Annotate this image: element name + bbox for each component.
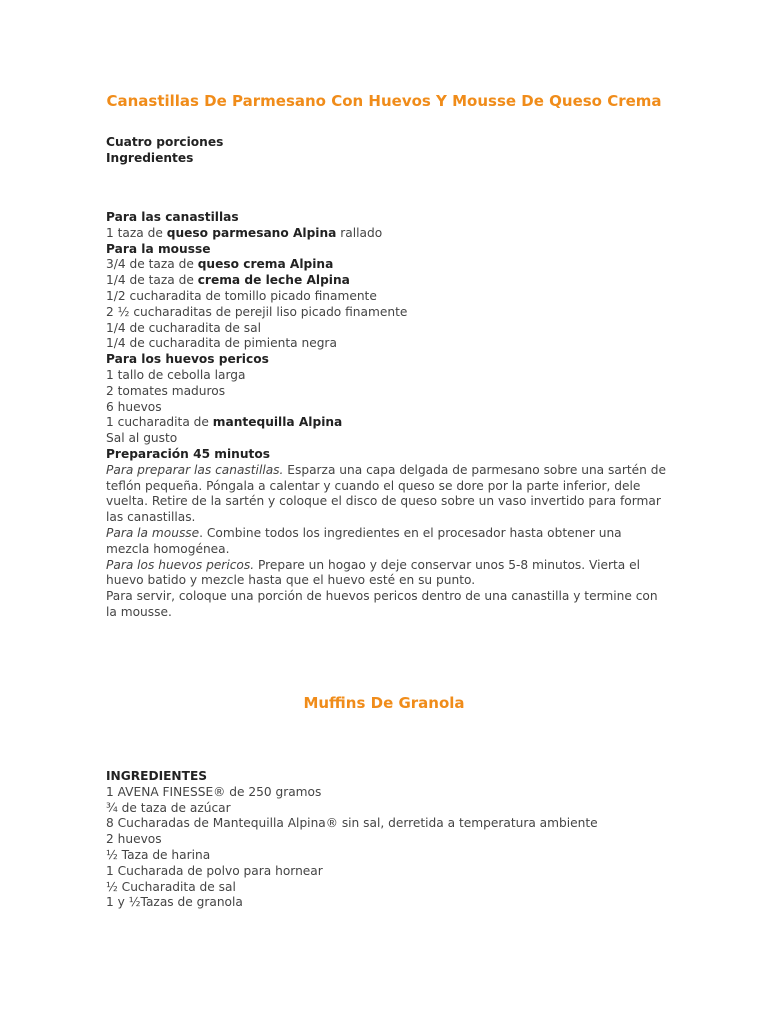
preparation-heading: Preparación 45 minutos [106, 446, 270, 461]
step-text: Prepare un hogao y deje conservar unos 5-8 minutos. Vierta el huevo batido y mezcle hasta que el huevo esté en su punto. [106, 557, 641, 588]
ingredient-text: 1 cucharadita de [106, 415, 213, 430]
ingredient-line [106, 336, 666, 352]
ingredient-line: 1 Cucharada de polvo para hornear [106, 863, 323, 878]
ingredient-line [106, 273, 666, 289]
recipe2-ingredients [106, 769, 666, 911]
huevos-list [106, 368, 666, 447]
preparation-step [106, 526, 666, 558]
step-text: . Combine todos los ingredientes en el procesador hasta obtener una mezcla homogénea. [106, 525, 622, 556]
ingredient-brand: mantequilla Alpina [212, 415, 343, 430]
step-lead: Para los huevos pericos. [106, 557, 255, 572]
section-huevos: Para los huevos pericos [106, 352, 269, 367]
recipe2-title: Muffins De Granola [303, 694, 465, 712]
recipe2-ingredients-heading: INGREDIENTES [106, 769, 208, 783]
ingredient-line [106, 257, 666, 273]
ingredient-line [106, 289, 666, 305]
ingredient-line: 2 huevos [106, 832, 162, 847]
ingredient-line [106, 431, 666, 447]
preparation-step [106, 463, 666, 526]
ingredient-line [106, 368, 666, 384]
step-lead: Para la mousse [106, 525, 200, 540]
canastillas-list [106, 226, 666, 242]
ingredient-text: 1/4 de taza de [106, 273, 198, 288]
recipe1-title: Canastillas De Parmesano Con Huevos Y Mousse De Queso Crema [106, 92, 662, 110]
ingredient-brand: crema de leche Alpina [197, 273, 350, 288]
recipe1-intro [106, 135, 666, 167]
ingredient-line: 1 y ½Tazas de granola [106, 895, 243, 910]
ingredient-text: 6 huevos [106, 399, 162, 414]
ingredient-text: 3/4 de taza de [106, 257, 198, 272]
mousse-list [106, 257, 666, 352]
ingredient-line: ¾ de taza de azúcar [106, 800, 231, 815]
ingredient-line [106, 384, 666, 400]
ingredient-text: 1/4 de cucharadita de pimienta negra [106, 336, 337, 351]
granola-list [106, 785, 666, 911]
preparation-step [106, 558, 666, 590]
ingredient-text: Sal al gusto [106, 431, 178, 446]
ingredient-line [106, 400, 666, 416]
ingredient-line [106, 321, 666, 337]
ingredient-line: ½ Taza de harina [106, 847, 211, 862]
ingredient-suffix: rallado [336, 225, 383, 240]
step-text: Esparza una capa delgada de parmesano sobre una sartén de teflón pequeña. Póngala a calentar y cuando el queso se dore por la parte inferior, dele vuelta. Retire de la sartén y coloque el disco de queso sobre un vaso invertido para formar las canastillas. [106, 462, 666, 525]
ingredient-text: 1/2 cucharadita de tomillo picado finamente [106, 288, 377, 303]
ingredient-text: 2 tomates maduros [106, 383, 226, 398]
ingredient-text: 1 taza de [106, 225, 167, 240]
step-lead: Para preparar las canastillas. [106, 462, 284, 477]
ingredients-heading: Ingredientes [106, 150, 194, 165]
ingredient-line [106, 226, 666, 242]
servings: Cuatro porciones [106, 135, 224, 149]
section-canastillas: Para las canastillas [106, 210, 239, 224]
preparation-step [106, 589, 666, 621]
ingredient-line [106, 415, 666, 431]
section-mousse: Para la mousse [106, 241, 211, 256]
ingredient-line: ½ Cucharadita de sal [106, 879, 236, 894]
ingredient-text: 2 ½ cucharaditas de perejil liso picado finamente [106, 304, 408, 319]
ingredient-brand: queso parmesano Alpina [166, 225, 337, 240]
ingredient-text: 1 tallo de cebolla larga [106, 367, 246, 382]
ingredient-text: 1/4 de cucharadita de sal [106, 320, 261, 335]
recipe1-ingredients [106, 210, 666, 621]
ingredient-line: 1 AVENA FINESSE® de 250 gramos [106, 784, 322, 799]
step-text: Para servir, coloque una porción de huevos pericos dentro de una canastilla y termine con la mousse. [106, 589, 658, 619]
ingredient-line: 8 Cucharadas de Mantequilla Alpina® sin sal, derretida a temperatura ambiente [106, 816, 598, 831]
ingredient-brand: queso crema Alpina [197, 257, 334, 272]
ingredient-line [106, 305, 666, 321]
steps-list [106, 463, 666, 621]
